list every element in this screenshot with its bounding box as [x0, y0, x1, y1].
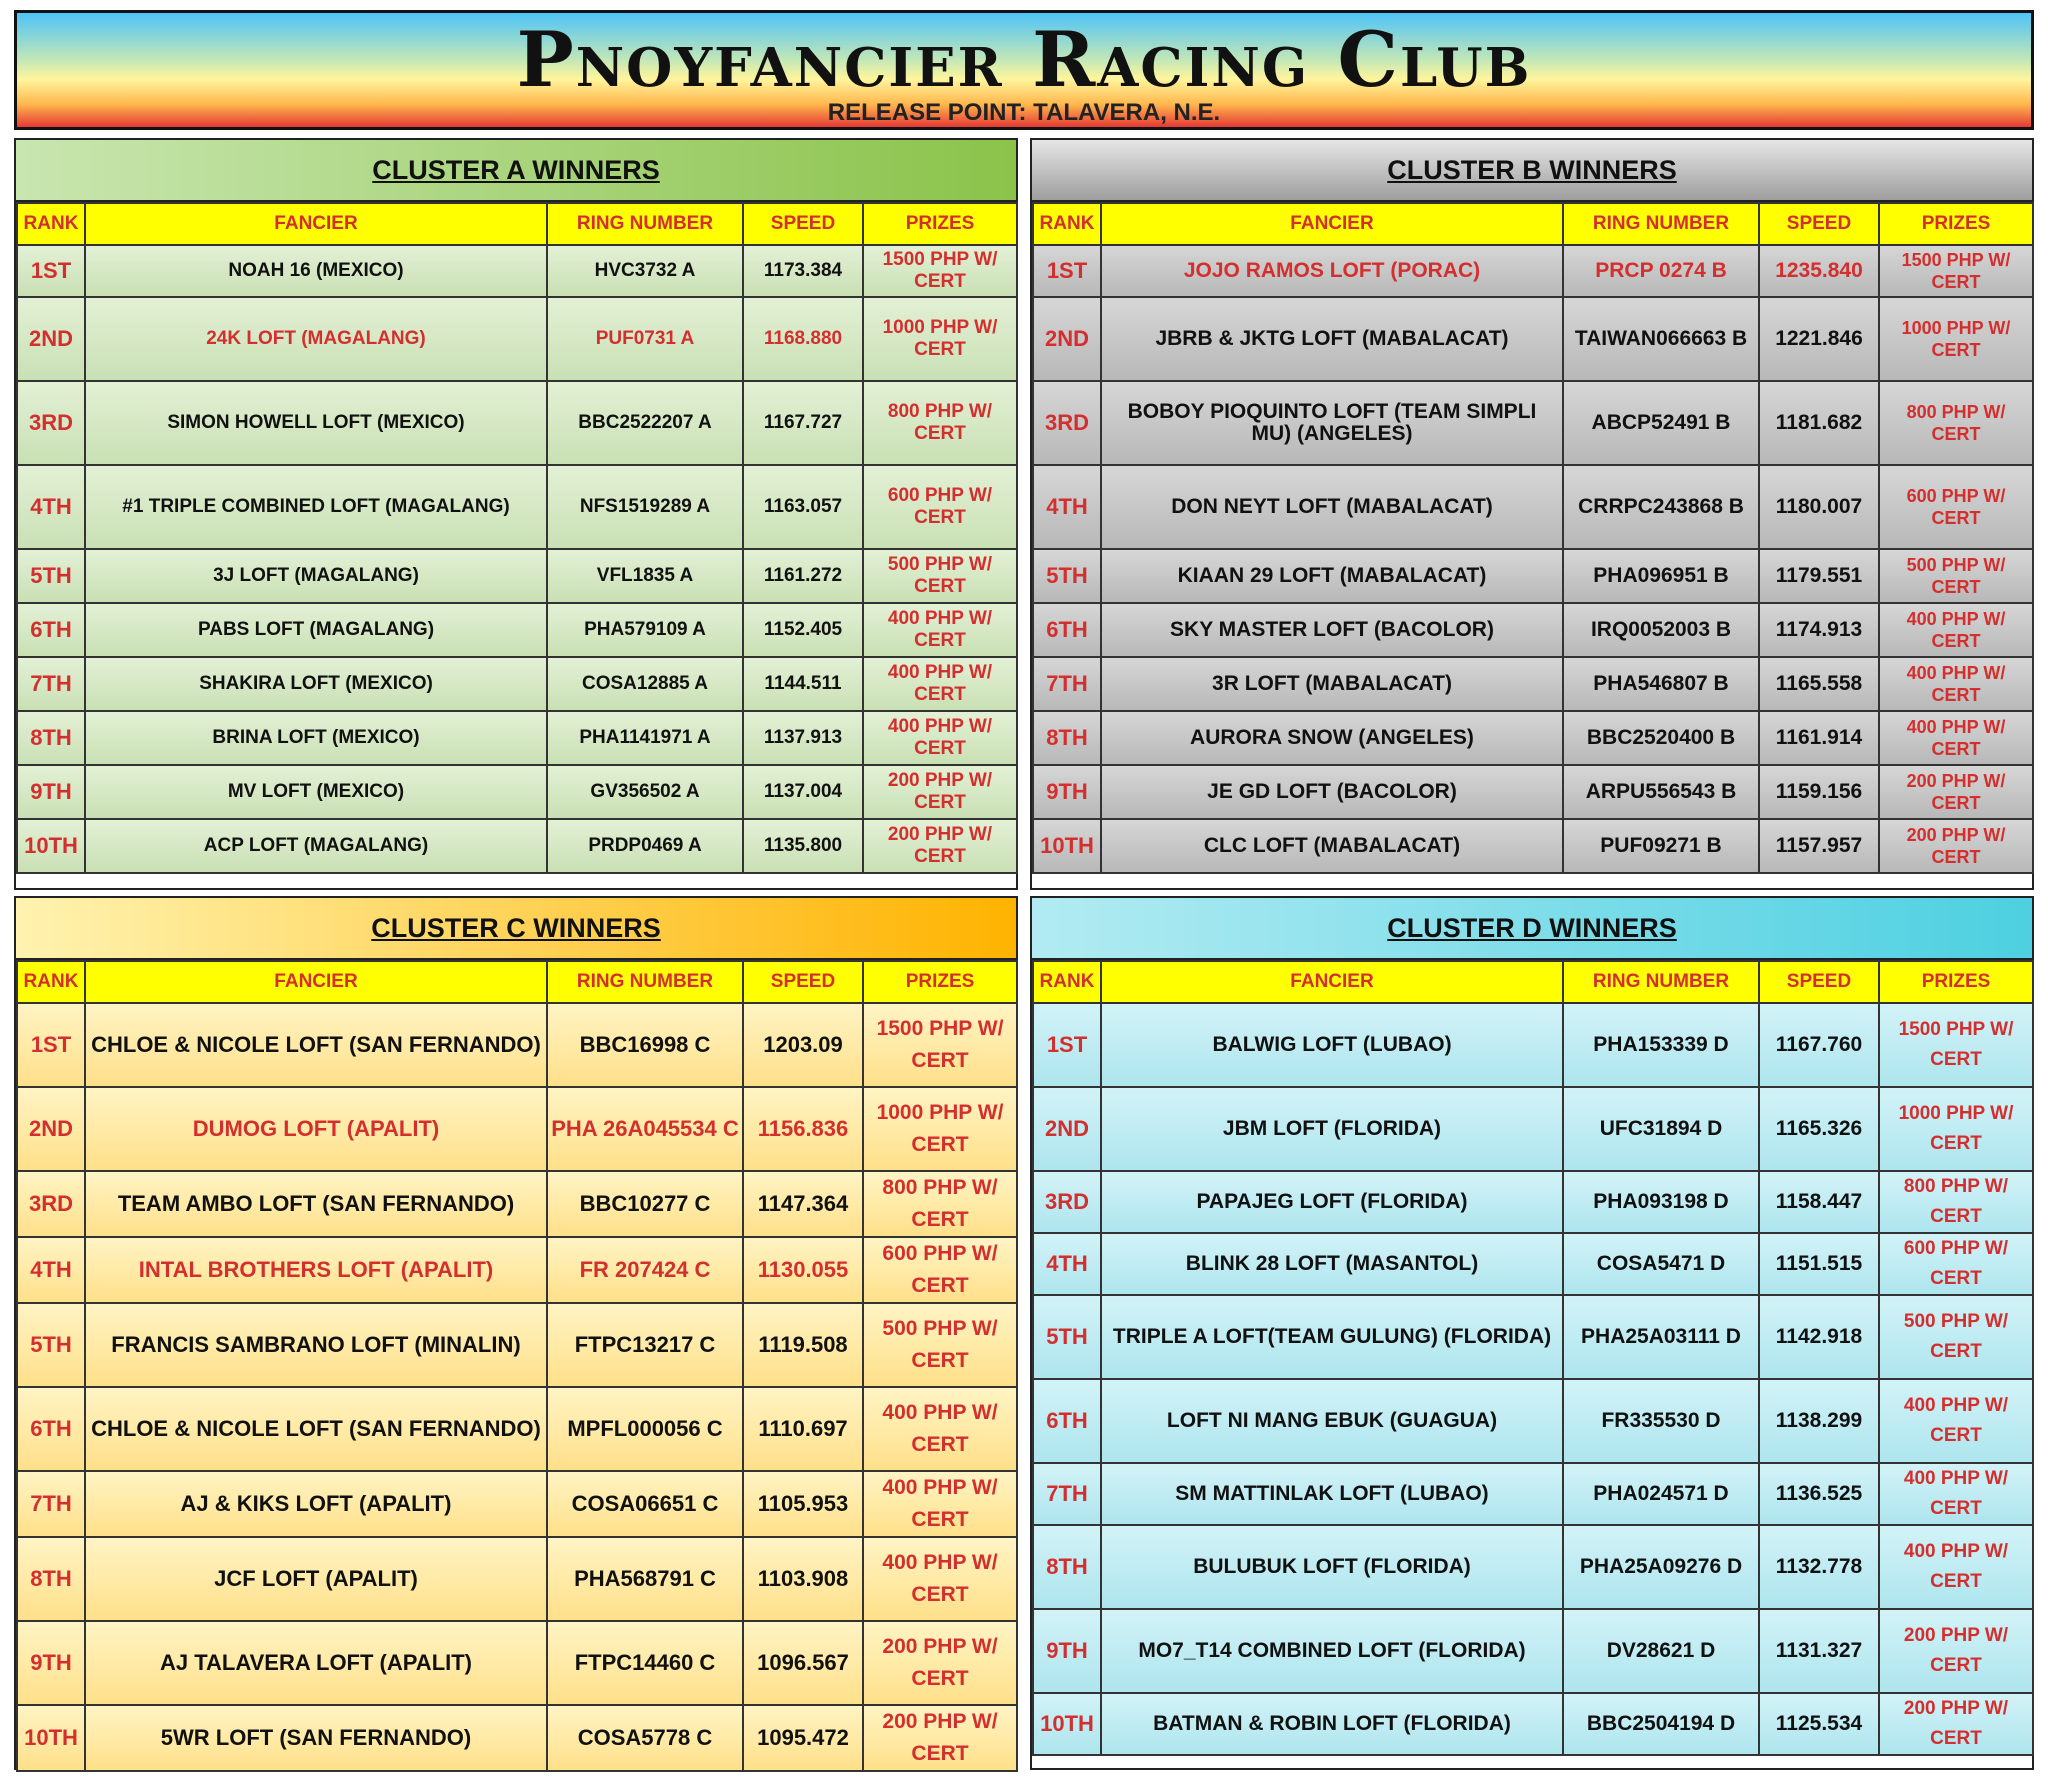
prize-cell: 600 PHP W/ CERT: [863, 465, 1017, 549]
table-row: [1033, 765, 2033, 819]
fancier-cell: ACP LOFT (MAGALANG): [85, 819, 547, 873]
fancier-header: FANCIER: [85, 203, 547, 245]
ring-number-cell: PHA096951 B: [1563, 549, 1759, 603]
speed-cell: 1221.846: [1759, 297, 1879, 381]
prize-cell: 1500 PHP W/ CERT: [1879, 245, 2033, 297]
fancier-cell: MV LOFT (MEXICO): [85, 765, 547, 819]
fancier-cell: PAPAJEG LOFT (FLORIDA): [1101, 1171, 1563, 1233]
rank-header: RANK: [1033, 961, 1101, 1003]
header-row: [1033, 203, 2033, 245]
cluster-title: CLUSTER B WINNERS: [1032, 140, 2032, 202]
prize-cell: 200 PHP W/ CERT: [863, 765, 1017, 819]
ring-number-cell: PHA25A09276 D: [1563, 1525, 1759, 1609]
rank-cell: 6TH: [1033, 1379, 1101, 1463]
ring-number-cell: UFC31894 D: [1563, 1087, 1759, 1171]
cluster-title: CLUSTER C WINNERS: [16, 898, 1016, 960]
ring-number-cell: ARPU556543 B: [1563, 765, 1759, 819]
ring-number-cell: COSA12885 A: [547, 657, 743, 711]
ring-number-cell: NFS1519289 A: [547, 465, 743, 549]
fancier-header: FANCIER: [1101, 203, 1563, 245]
speed-cell: 1156.836: [743, 1087, 863, 1171]
ring-number-cell: COSA5471 D: [1563, 1233, 1759, 1295]
prize-cell: 400 PHP W/ CERT: [1879, 1463, 2033, 1525]
speed-cell: 1167.727: [743, 381, 863, 465]
prize-cell: 400 PHP W/ CERT: [863, 1387, 1017, 1471]
speed-cell: 1142.918: [1759, 1295, 1879, 1379]
speed-header: SPEED: [743, 203, 863, 245]
rank-cell: 10TH: [17, 1705, 85, 1771]
table-row: [1033, 603, 2033, 657]
prize-cell: 1500 PHP W/ CERT: [863, 1003, 1017, 1087]
speed-cell: 1125.534: [1759, 1693, 1879, 1755]
ring-number-cell: COSA06651 C: [547, 1471, 743, 1537]
table-row: [17, 1387, 1017, 1471]
fancier-cell: #1 TRIPLE COMBINED LOFT (MAGALANG): [85, 465, 547, 549]
fancier-cell: 24K LOFT (MAGALANG): [85, 297, 547, 381]
prize-cell: 500 PHP W/ CERT: [863, 549, 1017, 603]
ring-number-cell: PHA1141971 A: [547, 711, 743, 765]
table-row: [1033, 1087, 2033, 1171]
prizes-header: PRIZES: [863, 203, 1017, 245]
prize-cell: 1500 PHP W/ CERT: [863, 245, 1017, 297]
rank-cell: 5TH: [17, 1303, 85, 1387]
speed-cell: 1136.525: [1759, 1463, 1879, 1525]
rank-cell: 8TH: [17, 1537, 85, 1621]
rank-cell: 6TH: [17, 603, 85, 657]
fancier-cell: 5WR LOFT (SAN FERNANDO): [85, 1705, 547, 1771]
prizes-header: PRIZES: [863, 961, 1017, 1003]
fancier-cell: DON NEYT LOFT (MABALACAT): [1101, 465, 1563, 549]
table-row: [17, 1705, 1017, 1771]
speed-cell: 1161.914: [1759, 711, 1879, 765]
fancier-cell: JE GD LOFT (BACOLOR): [1101, 765, 1563, 819]
cluster-a-panel: [14, 138, 1018, 890]
rank-header: RANK: [17, 203, 85, 245]
table-row: [1033, 297, 2033, 381]
table-row: [17, 1237, 1017, 1303]
rank-cell: 9TH: [1033, 765, 1101, 819]
ring-number-cell: PHA 26A045534 C: [547, 1087, 743, 1171]
table-row: [1033, 657, 2033, 711]
winners-table: [1032, 960, 2034, 1756]
speed-cell: 1130.055: [743, 1237, 863, 1303]
table-row: [17, 1471, 1017, 1537]
fancier-header: FANCIER: [1101, 961, 1563, 1003]
winners-table: [1032, 202, 2034, 874]
ring-number-cell: BBC2520400 B: [1563, 711, 1759, 765]
prize-cell: 400 PHP W/ CERT: [863, 603, 1017, 657]
fancier-cell: JBM LOFT (FLORIDA): [1101, 1087, 1563, 1171]
table-row: [17, 1003, 1017, 1087]
rank-cell: 3RD: [17, 1171, 85, 1237]
speed-cell: 1138.299: [1759, 1379, 1879, 1463]
fancier-cell: BATMAN & ROBIN LOFT (FLORIDA): [1101, 1693, 1563, 1755]
winners-table: [16, 960, 1018, 1772]
fancier-cell: JOJO RAMOS LOFT (PORAC): [1101, 245, 1563, 297]
fancier-cell: AURORA SNOW (ANGELES): [1101, 711, 1563, 765]
ring-number-cell: PHA024571 D: [1563, 1463, 1759, 1525]
rank-cell: 2ND: [1033, 297, 1101, 381]
prizes-header: PRIZES: [1879, 961, 2033, 1003]
fancier-header: FANCIER: [85, 961, 547, 1003]
ring-number-cell: BBC10277 C: [547, 1171, 743, 1237]
speed-cell: 1151.515: [1759, 1233, 1879, 1295]
fancier-cell: LOFT NI MANG EBUK (GUAGUA): [1101, 1379, 1563, 1463]
speed-cell: 1179.551: [1759, 549, 1879, 603]
rank-cell: 7TH: [1033, 1463, 1101, 1525]
prize-cell: 1500 PHP W/ CERT: [1879, 1003, 2033, 1087]
ring-number-cell: PRDP0469 A: [547, 819, 743, 873]
fancier-cell: SKY MASTER LOFT (BACOLOR): [1101, 603, 1563, 657]
prize-cell: 800 PHP W/ CERT: [863, 1171, 1017, 1237]
prize-cell: 1000 PHP W/ CERT: [863, 1087, 1017, 1171]
table-row: [1033, 549, 2033, 603]
table-row: [17, 1537, 1017, 1621]
fancier-cell: NOAH 16 (MEXICO): [85, 245, 547, 297]
prize-cell: 500 PHP W/ CERT: [863, 1303, 1017, 1387]
header-banner: [14, 10, 2034, 130]
table-row: [1033, 711, 2033, 765]
rank-cell: 10TH: [17, 819, 85, 873]
rank-cell: 1ST: [17, 245, 85, 297]
fancier-cell: 3J LOFT (MAGALANG): [85, 549, 547, 603]
fancier-cell: BOBOY PIOQUINTO LOFT (TEAM SIMPLI MU) (ANGELES): [1101, 381, 1563, 465]
prize-cell: 600 PHP W/ CERT: [1879, 465, 2033, 549]
rank-cell: 8TH: [17, 711, 85, 765]
winners-table: [16, 202, 1018, 874]
prize-cell: 1000 PHP W/ CERT: [1879, 1087, 2033, 1171]
table-row: [17, 549, 1017, 603]
table-row: [17, 657, 1017, 711]
prize-cell: 400 PHP W/ CERT: [1879, 1525, 2033, 1609]
table-row: [17, 465, 1017, 549]
rank-cell: 5TH: [1033, 549, 1101, 603]
speed-cell: 1167.760: [1759, 1003, 1879, 1087]
ring-number-cell: FTPC14460 C: [547, 1621, 743, 1705]
rank-cell: 7TH: [1033, 657, 1101, 711]
table-row: [1033, 1171, 2033, 1233]
prize-cell: 200 PHP W/ CERT: [1879, 1609, 2033, 1693]
ring-number-cell: PUF09271 B: [1563, 819, 1759, 873]
ring-number-cell: IRQ0052003 B: [1563, 603, 1759, 657]
ring-number-cell: FTPC13217 C: [547, 1303, 743, 1387]
speed-cell: 1165.558: [1759, 657, 1879, 711]
table-row: [17, 1303, 1017, 1387]
speed-cell: 1203.09: [743, 1003, 863, 1087]
fancier-cell: JBRB & JKTG LOFT (MABALACAT): [1101, 297, 1563, 381]
rank-cell: 4TH: [17, 1237, 85, 1303]
table-row: [1033, 819, 2033, 873]
fancier-cell: BULUBUK LOFT (FLORIDA): [1101, 1525, 1563, 1609]
fancier-cell: KIAAN 29 LOFT (MABALACAT): [1101, 549, 1563, 603]
speed-cell: 1174.913: [1759, 603, 1879, 657]
fancier-cell: CLC LOFT (MABALACAT): [1101, 819, 1563, 873]
speed-cell: 1119.508: [743, 1303, 863, 1387]
ring-number-cell: BBC2504194 D: [1563, 1693, 1759, 1755]
rank-cell: 9TH: [17, 1621, 85, 1705]
rank-cell: 8TH: [1033, 711, 1101, 765]
fancier-cell: SM MATTINLAK LOFT (LUBAO): [1101, 1463, 1563, 1525]
rank-cell: 3RD: [1033, 1171, 1101, 1233]
ring-number-header: RING NUMBER: [1563, 961, 1759, 1003]
rank-cell: 1ST: [17, 1003, 85, 1087]
speed-cell: 1144.511: [743, 657, 863, 711]
speed-cell: 1105.953: [743, 1471, 863, 1537]
prize-cell: 600 PHP W/ CERT: [863, 1237, 1017, 1303]
ring-number-cell: FR335530 D: [1563, 1379, 1759, 1463]
fancier-cell: MO7_T14 COMBINED LOFT (FLORIDA): [1101, 1609, 1563, 1693]
ring-number-cell: BBC16998 C: [547, 1003, 743, 1087]
rank-cell: 6TH: [1033, 603, 1101, 657]
ring-number-cell: TAIWAN066663 B: [1563, 297, 1759, 381]
speed-cell: 1131.327: [1759, 1609, 1879, 1693]
ring-number-cell: CRRPC243868 B: [1563, 465, 1759, 549]
ring-number-cell: PHA568791 C: [547, 1537, 743, 1621]
prize-cell: 400 PHP W/ CERT: [863, 1471, 1017, 1537]
speed-header: SPEED: [1759, 203, 1879, 245]
cluster-d-panel: [1030, 896, 2034, 1770]
table-row: [1033, 381, 2033, 465]
prize-cell: 200 PHP W/ CERT: [1879, 1693, 2033, 1755]
ring-number-cell: GV356502 A: [547, 765, 743, 819]
prize-cell: 400 PHP W/ CERT: [863, 711, 1017, 765]
fancier-cell: SIMON HOWELL LOFT (MEXICO): [85, 381, 547, 465]
fancier-cell: INTAL BROTHERS LOFT (APALIT): [85, 1237, 547, 1303]
ring-number-cell: DV28621 D: [1563, 1609, 1759, 1693]
prize-cell: 400 PHP W/ CERT: [1879, 711, 2033, 765]
table-row: [17, 603, 1017, 657]
fancier-cell: AJ TALAVERA LOFT (APALIT): [85, 1621, 547, 1705]
header-row: [17, 203, 1017, 245]
table-row: [17, 711, 1017, 765]
speed-header: SPEED: [743, 961, 863, 1003]
table-row: [17, 297, 1017, 381]
cluster-c-panel: [14, 896, 1018, 1770]
speed-cell: 1173.384: [743, 245, 863, 297]
speed-cell: 1152.405: [743, 603, 863, 657]
rank-cell: 9TH: [1033, 1609, 1101, 1693]
ring-number-cell: PHA093198 D: [1563, 1171, 1759, 1233]
fancier-cell: JCF LOFT (APALIT): [85, 1537, 547, 1621]
ring-number-cell: HVC3732 A: [547, 245, 743, 297]
rank-cell: 10TH: [1033, 1693, 1101, 1755]
cluster-title: CLUSTER A WINNERS: [16, 140, 1016, 202]
fancier-cell: BLINK 28 LOFT (MASANTOL): [1101, 1233, 1563, 1295]
speed-cell: 1158.447: [1759, 1171, 1879, 1233]
speed-cell: 1095.472: [743, 1705, 863, 1771]
prize-cell: 400 PHP W/ CERT: [1879, 603, 2033, 657]
ring-number-cell: PHA579109 A: [547, 603, 743, 657]
table-row: [17, 381, 1017, 465]
fancier-cell: FRANCIS SAMBRANO LOFT (MINALIN): [85, 1303, 547, 1387]
ring-number-cell: PRCP 0274 B: [1563, 245, 1759, 297]
table-row: [17, 245, 1017, 297]
prize-cell: 200 PHP W/ CERT: [1879, 819, 2033, 873]
rank-header: RANK: [17, 961, 85, 1003]
rank-cell: 2ND: [17, 297, 85, 381]
rank-cell: 8TH: [1033, 1525, 1101, 1609]
rank-cell: 10TH: [1033, 819, 1101, 873]
speed-cell: 1132.778: [1759, 1525, 1879, 1609]
ring-number-header: RING NUMBER: [547, 203, 743, 245]
table-row: [1033, 1463, 2033, 1525]
rank-cell: 4TH: [1033, 465, 1101, 549]
rank-cell: 3RD: [17, 381, 85, 465]
prize-cell: 500 PHP W/ CERT: [1879, 549, 2033, 603]
fancier-cell: DUMOG LOFT (APALIT): [85, 1087, 547, 1171]
ring-number-cell: PHA153339 D: [1563, 1003, 1759, 1087]
table-row: [17, 765, 1017, 819]
rank-cell: 2ND: [1033, 1087, 1101, 1171]
prize-cell: 1000 PHP W/ CERT: [1879, 297, 2033, 381]
ring-number-cell: FR 207424 C: [547, 1237, 743, 1303]
speed-cell: 1181.682: [1759, 381, 1879, 465]
speed-cell: 1168.880: [743, 297, 863, 381]
fancier-cell: 3R LOFT (MABALACAT): [1101, 657, 1563, 711]
fancier-cell: AJ & KIKS LOFT (APALIT): [85, 1471, 547, 1537]
fancier-cell: PABS LOFT (MAGALANG): [85, 603, 547, 657]
prize-cell: 600 PHP W/ CERT: [1879, 1233, 2033, 1295]
ring-number-cell: PUF0731 A: [547, 297, 743, 381]
prize-cell: 200 PHP W/ CERT: [1879, 765, 2033, 819]
table-row: [1033, 1379, 2033, 1463]
rank-cell: 4TH: [17, 465, 85, 549]
table-row: [17, 1171, 1017, 1237]
prize-cell: 500 PHP W/ CERT: [1879, 1295, 2033, 1379]
fancier-cell: CHLOE & NICOLE LOFT (SAN FERNANDO): [85, 1003, 547, 1087]
ring-number-cell: BBC2522207 A: [547, 381, 743, 465]
prize-cell: 400 PHP W/ CERT: [863, 657, 1017, 711]
fancier-cell: BALWIG LOFT (LUBAO): [1101, 1003, 1563, 1087]
speed-cell: 1135.800: [743, 819, 863, 873]
rank-cell: 4TH: [1033, 1233, 1101, 1295]
rank-cell: 2ND: [17, 1087, 85, 1171]
fancier-cell: SHAKIRA LOFT (MEXICO): [85, 657, 547, 711]
speed-header: SPEED: [1759, 961, 1879, 1003]
fancier-cell: BRINA LOFT (MEXICO): [85, 711, 547, 765]
prize-cell: 400 PHP W/ CERT: [1879, 1379, 2033, 1463]
ring-number-header: RING NUMBER: [1563, 203, 1759, 245]
rank-cell: 5TH: [17, 549, 85, 603]
table-row: [1033, 1693, 2033, 1755]
speed-cell: 1103.908: [743, 1537, 863, 1621]
cluster-title: CLUSTER D WINNERS: [1032, 898, 2032, 960]
speed-cell: 1235.840: [1759, 245, 1879, 297]
prizes-header: PRIZES: [1879, 203, 2033, 245]
speed-cell: 1096.567: [743, 1621, 863, 1705]
rank-cell: 3RD: [1033, 381, 1101, 465]
ring-number-cell: VFL1835 A: [547, 549, 743, 603]
release-point: RELEASE POINT: TALAVERA, N.E.: [827, 99, 1221, 126]
table-row: [17, 1087, 1017, 1171]
rank-cell: 9TH: [17, 765, 85, 819]
speed-cell: 1147.364: [743, 1171, 863, 1237]
rank-cell: 7TH: [17, 657, 85, 711]
prize-cell: 200 PHP W/ CERT: [863, 1705, 1017, 1771]
cluster-b-panel: [1030, 138, 2034, 890]
prize-cell: 800 PHP W/ CERT: [1879, 1171, 2033, 1233]
rank-cell: 1ST: [1033, 245, 1101, 297]
prize-cell: 400 PHP W/ CERT: [1879, 657, 2033, 711]
rank-cell: 7TH: [17, 1471, 85, 1537]
speed-cell: 1157.957: [1759, 819, 1879, 873]
table-row: [1033, 1295, 2033, 1379]
table-row: [17, 1621, 1017, 1705]
rank-cell: 1ST: [1033, 1003, 1101, 1087]
table-row: [1033, 1003, 2033, 1087]
prize-cell: 200 PHP W/ CERT: [863, 819, 1017, 873]
table-row: [1033, 245, 2033, 297]
fancier-cell: CHLOE & NICOLE LOFT (SAN FERNANDO): [85, 1387, 547, 1471]
fancier-cell: TRIPLE A LOFT(TEAM GULUNG) (FLORIDA): [1101, 1295, 1563, 1379]
speed-cell: 1165.326: [1759, 1087, 1879, 1171]
speed-cell: 1163.057: [743, 465, 863, 549]
table-row: [1033, 465, 2033, 549]
table-row: [1033, 1233, 2033, 1295]
table-row: [1033, 1525, 2033, 1609]
header-row: [1033, 961, 2033, 1003]
page-title: Pnoyfancier Racing Club: [516, 15, 1532, 104]
ring-number-cell: COSA5778 C: [547, 1705, 743, 1771]
prize-cell: 800 PHP W/ CERT: [1879, 381, 2033, 465]
speed-cell: 1137.004: [743, 765, 863, 819]
table-row: [17, 819, 1017, 873]
rank-header: RANK: [1033, 203, 1101, 245]
ring-number-cell: PHA25A03111 D: [1563, 1295, 1759, 1379]
rank-cell: 5TH: [1033, 1295, 1101, 1379]
table-row: [1033, 1609, 2033, 1693]
prize-cell: 1000 PHP W/ CERT: [863, 297, 1017, 381]
ring-number-cell: ABCP52491 B: [1563, 381, 1759, 465]
header-row: [17, 961, 1017, 1003]
speed-cell: 1110.697: [743, 1387, 863, 1471]
speed-cell: 1161.272: [743, 549, 863, 603]
fancier-cell: TEAM AMBO LOFT (SAN FERNANDO): [85, 1171, 547, 1237]
rank-cell: 6TH: [17, 1387, 85, 1471]
ring-number-cell: MPFL000056 C: [547, 1387, 743, 1471]
speed-cell: 1180.007: [1759, 465, 1879, 549]
ring-number-cell: PHA546807 B: [1563, 657, 1759, 711]
prize-cell: 800 PHP W/ CERT: [863, 381, 1017, 465]
speed-cell: 1137.913: [743, 711, 863, 765]
prize-cell: 200 PHP W/ CERT: [863, 1621, 1017, 1705]
speed-cell: 1159.156: [1759, 765, 1879, 819]
prize-cell: 400 PHP W/ CERT: [863, 1537, 1017, 1621]
ring-number-header: RING NUMBER: [547, 961, 743, 1003]
